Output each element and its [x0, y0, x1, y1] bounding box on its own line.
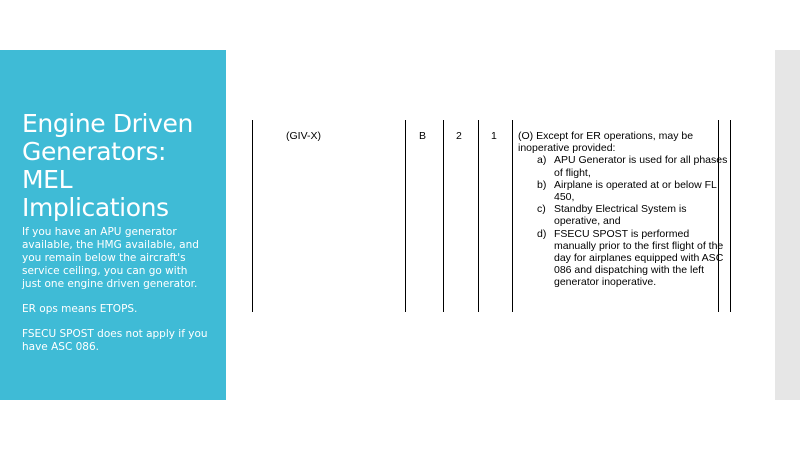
category-cell: B: [419, 130, 427, 142]
right-accent-bar: [775, 50, 800, 400]
note-er-ops: ER ops means ETOPS.: [22, 303, 138, 315]
condition-marker: b): [537, 178, 547, 191]
condition-text: Airplane is operated at or below FL 450,: [554, 178, 717, 204]
column-divider: [512, 120, 513, 312]
condition-item: [518, 179, 728, 203]
conditions-list: [518, 154, 728, 288]
condition-marker: d): [537, 227, 547, 240]
note-fsecu-spost: FSECU SPOST does not apply if you have ASC 086.: [22, 328, 208, 353]
slide-title: Engine Driven Generators: MEL Implications: [22, 109, 193, 222]
condition-item: [518, 154, 728, 178]
table-border-right: [730, 120, 731, 312]
column-divider: [443, 120, 444, 312]
remarks-cell: [518, 130, 728, 289]
condition-text: Standby Electrical System is operative, and: [554, 203, 687, 228]
condition-item: [518, 228, 728, 289]
condition-text: APU Generator is used for all phases of flight,: [554, 154, 728, 179]
column-divider: [405, 120, 406, 312]
column-divider: [478, 120, 479, 312]
table-border-left: [252, 120, 253, 312]
note-apu-generator: If you have an APU generator available, the HMG available, and you remain below the aircraft's service ceiling, you can go with just one engine driven generator.: [22, 226, 199, 290]
condition-marker: c): [537, 203, 546, 216]
item-cell: (GIV-X): [286, 130, 322, 142]
required-count-cell: 1: [491, 130, 497, 142]
condition-item: [518, 203, 728, 227]
condition-text: FSECU SPOST is performed manually prior to the first flight of the day for airplanes equipped with ASC 086 and dispatching with the left generator inoperative.: [554, 227, 724, 289]
title-panel: [0, 50, 226, 400]
installed-count-cell: 2: [456, 130, 462, 142]
mel-table: [252, 120, 734, 312]
remarks-intro: (O) Except for ER operations, may be inoperative provided:: [518, 130, 694, 155]
condition-marker: a): [537, 154, 547, 167]
